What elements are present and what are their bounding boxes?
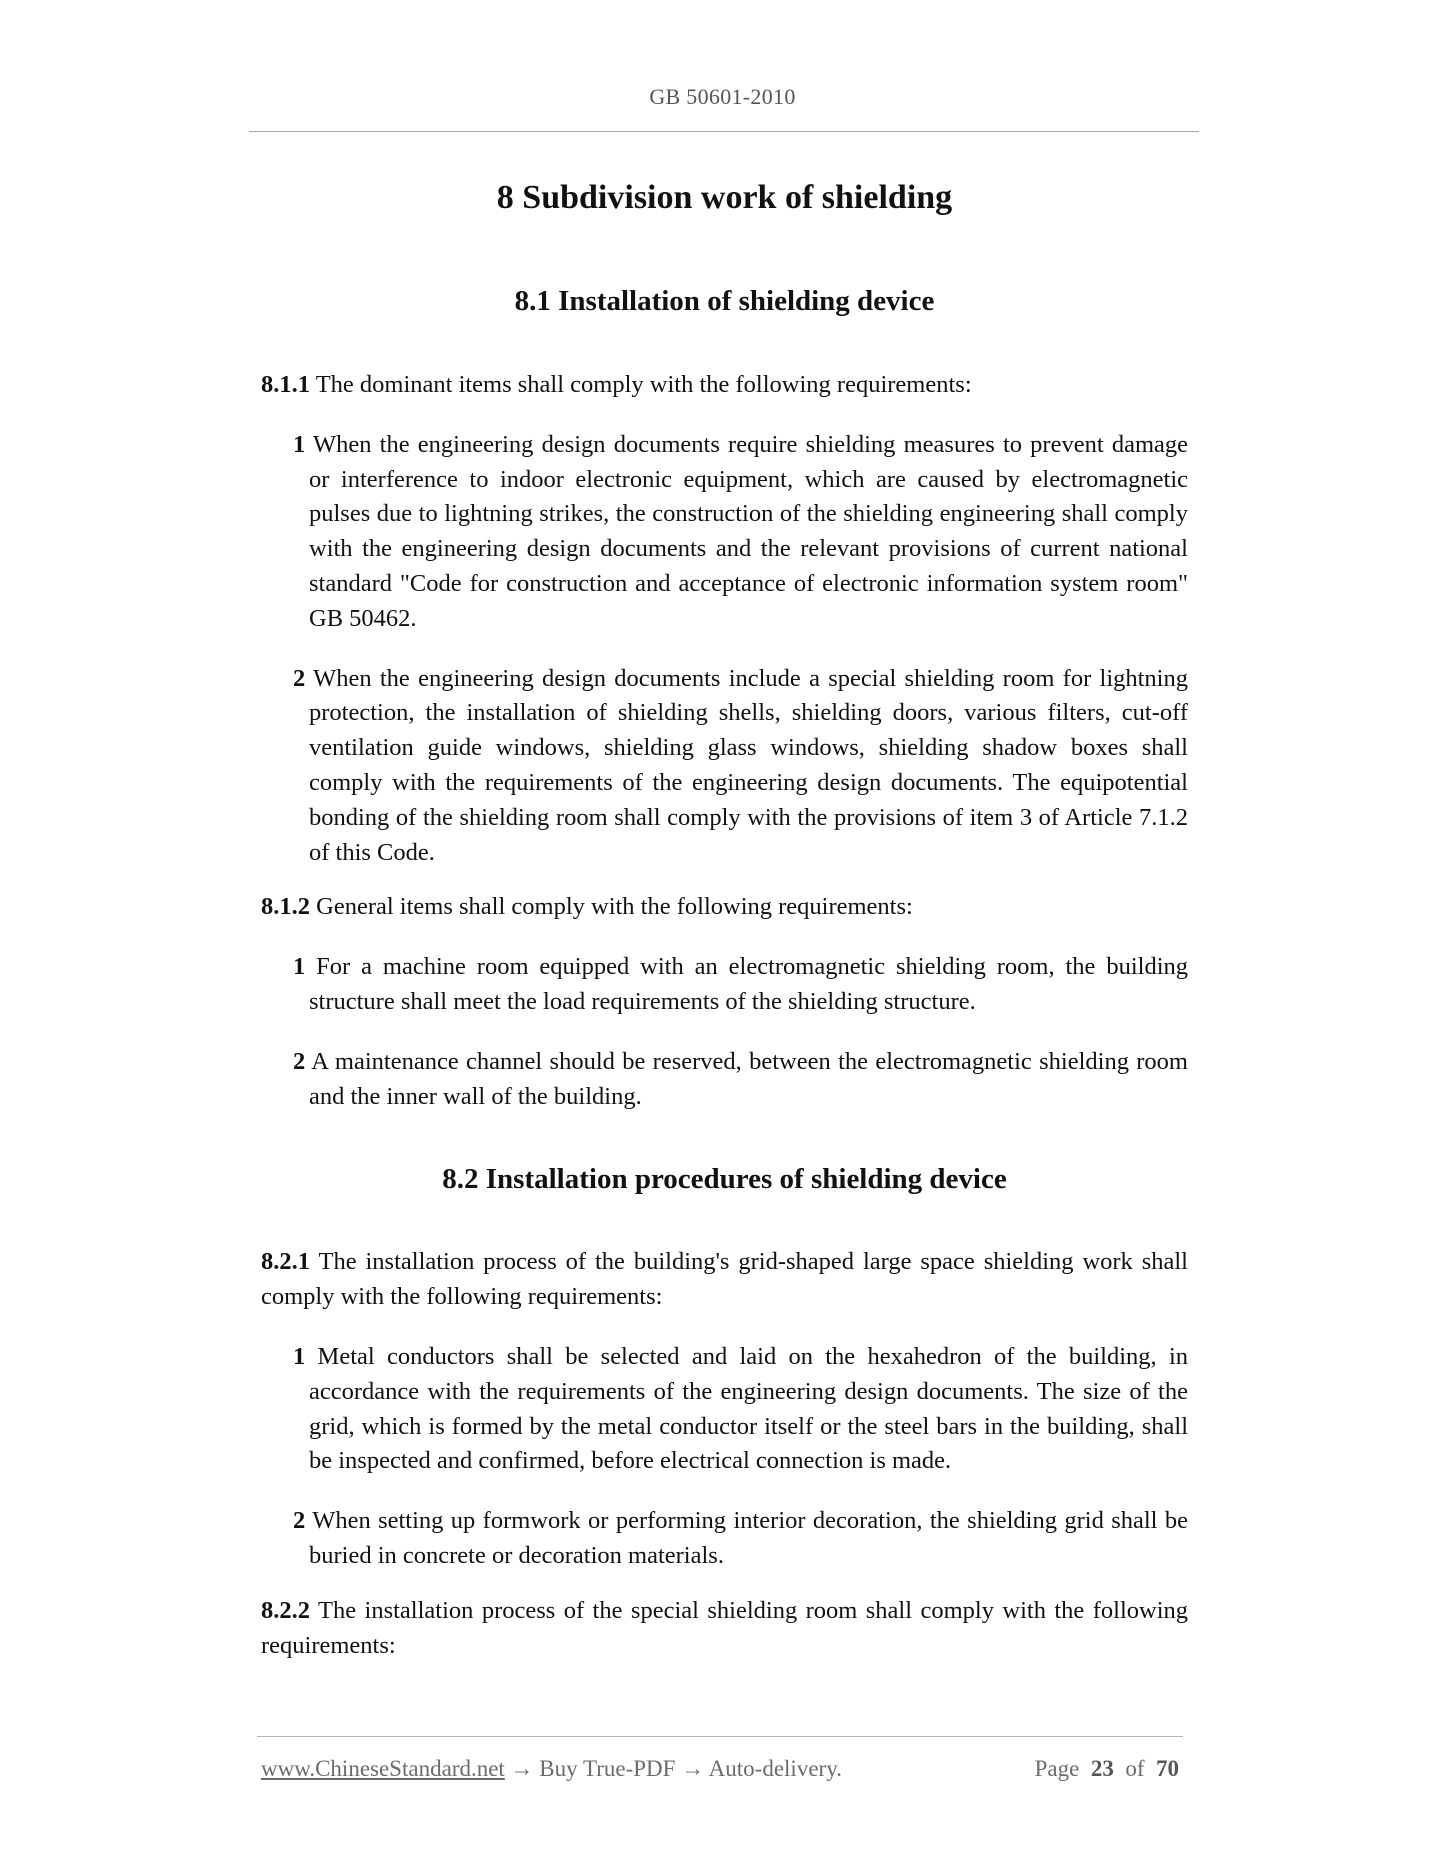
clause-8-1-1 <box>261 368 1188 403</box>
footer-divider <box>257 1736 1183 1737</box>
clause-text: The installation process of the building's grid-shaped large space shielding work shall comply with the following requirements: <box>261 1248 1188 1311</box>
clause-number: 8.1.1 <box>261 371 310 398</box>
list-item-8-1-1-2 <box>261 662 1188 871</box>
current-page-number: 23 <box>1090 1756 1114 1781</box>
clause-text: The installation process of the special shielding room shall comply with the following requirements: <box>261 1596 1189 1659</box>
clause-number: 8.2.1 <box>261 1248 310 1276</box>
header-divider <box>249 131 1199 132</box>
chapter-title: 8 Subdivision work of shielding <box>496 179 953 216</box>
page-body <box>261 170 1188 1663</box>
clause-number: 8.1.2 <box>261 893 310 921</box>
clause-8-1-2 <box>261 890 1188 925</box>
item-text: When the engineering design documents include a special shielding room for lightning protection, the installation of shielding shells, shielding doors, various filters, cut-off ventilation guide windows, shielding glass windows, shielding shadow boxes shall comply with the requirements of the engineering design documents. The equipotential bonding of the shielding room shall comply with the provisions of item 3 of Article 7.1.2 of this Code. <box>309 664 1188 866</box>
clause-8-2-2 <box>261 1594 1188 1664</box>
item-text: When the engineering design documents require shielding measures to prevent damage or interference to indoor electronic equipment, which are caused by electromagnetic pulses due to lightning strikes, the construction of the shielding engineering shall comply with the engineering design documents and the relevant provisions of current national standard "Code for construction and acceptance of electronic information system room" GB 50462. <box>309 430 1188 632</box>
page-indicator <box>1035 1754 1179 1784</box>
total-pages-number: 70 <box>1156 1756 1179 1781</box>
website-link[interactable]: www.ChineseStandard.net <box>261 1756 505 1781</box>
buy-pdf-text: Buy True-PDF <box>539 1756 676 1781</box>
item-number: 1 <box>293 953 306 981</box>
item-text: For a machine room equipped with an electromagnetic shielding room, the building structure shall meet the load requirements of the shielding structure. <box>309 953 1189 1015</box>
item-number: 2 <box>293 1507 306 1535</box>
item-number: 1 <box>293 430 306 458</box>
arrow-right-icon: → <box>510 1756 534 1781</box>
list-item-8-2-1-2 <box>261 1504 1188 1574</box>
list-item-8-1-1-1 <box>261 428 1188 637</box>
list-item-8-2-1-1 <box>261 1340 1188 1479</box>
item-text: When setting up formwork or performing interior decoration, the shielding grid shall be buried in concrete or decoration materials. <box>309 1507 1189 1569</box>
page-label: Page <box>1034 1756 1080 1781</box>
of-label: of <box>1125 1756 1145 1781</box>
clause-text: General items shall comply with the following requirements: <box>316 893 913 921</box>
auto-delivery-text: Auto-delivery. <box>708 1756 842 1781</box>
item-number: 2 <box>293 1047 306 1075</box>
list-item-8-1-2-1 <box>261 950 1188 1020</box>
section-title-8-1: 8.1 Installation of shielding device <box>514 285 935 317</box>
arrow-right-icon: → <box>681 1756 705 1781</box>
footer-promo <box>261 1754 842 1784</box>
list-item-8-1-2-2 <box>261 1045 1188 1115</box>
section-title-8-2: 8.2 Installation procedures of shielding device <box>442 1163 1007 1196</box>
item-number: 2 <box>293 664 306 692</box>
clause-text: The dominant items shall comply with the following requirements: <box>315 371 972 398</box>
clause-number: 8.2.2 <box>261 1596 310 1624</box>
item-text: A maintenance channel should be reserved, between the electromagnetic shielding room and the inner wall of the building. <box>309 1047 1188 1110</box>
item-text: Metal conductors shall be selected and laid on the hexahedron of the building, in accordance with the requirements of the engineering design documents. The size of the grid, which is formed by the metal conductor itself or the steel bars in the building, shall be inspected and confirmed, before electrical connection is made. <box>309 1342 1188 1475</box>
running-header: GB 50601-2010 <box>649 84 796 109</box>
clause-8-2-1 <box>261 1245 1188 1315</box>
item-number: 1 <box>293 1342 306 1370</box>
